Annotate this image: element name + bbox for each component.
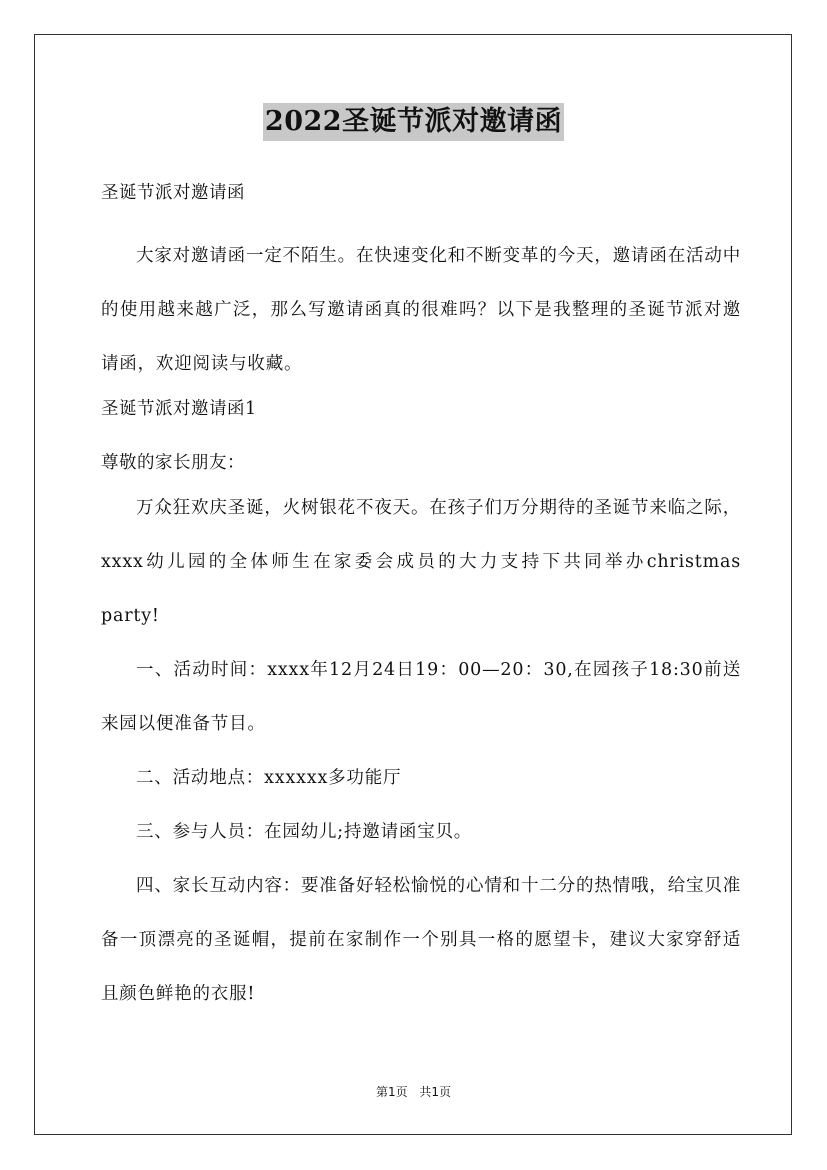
document-body	[101, 175, 741, 1021]
paragraph-participants: 三、参与人员：在园幼儿;持邀请函宝贝。	[136, 822, 473, 842]
title-wrap	[0, 103, 827, 141]
paragraph-time: 一、活动时间：xxxx年12月24日19：00—20：30,在园孩子18:30前送来园以便准备节目。	[101, 660, 741, 734]
page-number-current: 第1页	[375, 1085, 408, 1099]
paragraph-activities: 四、家长互动内容：要准备好轻松愉悦的心情和十二分的热情哦，给宝贝准备一顶漂亮的圣诞帽，提前在家制作一个别具一格的愿望卡，建议大家穿舒适且颜色鲜艳的衣服!	[101, 876, 741, 1004]
paragraph-greeting: 万众狂欢庆圣诞，火树银花不夜天。在孩子们万分期待的圣诞节来临之际，xxxx幼儿园的全体师生在家委会成员的大力支持下共同举办christmas party!	[101, 498, 741, 626]
paragraph-heading: 圣诞节派对邀请函	[101, 183, 245, 203]
paragraph-salutation: 尊敬的家长朋友：	[101, 453, 245, 473]
paragraph-intro: 大家对邀请函一定不陌生。在快速变化和不断变革的今天，邀请函在活动中的使用越来越广泛，那么写邀请函真的很难吗？以下是我整理的圣诞节派对邀请函，欢迎阅读与收藏。	[101, 246, 741, 374]
page-number-total: 共1页	[419, 1085, 452, 1099]
paragraph-location: 二、活动地点：xxxxxx多功能厅	[136, 768, 402, 788]
page-footer	[0, 1083, 827, 1100]
paragraph-subheading: 圣诞节派对邀请函1	[101, 399, 257, 419]
document-title: 2022圣诞节派对邀请函	[263, 103, 564, 141]
